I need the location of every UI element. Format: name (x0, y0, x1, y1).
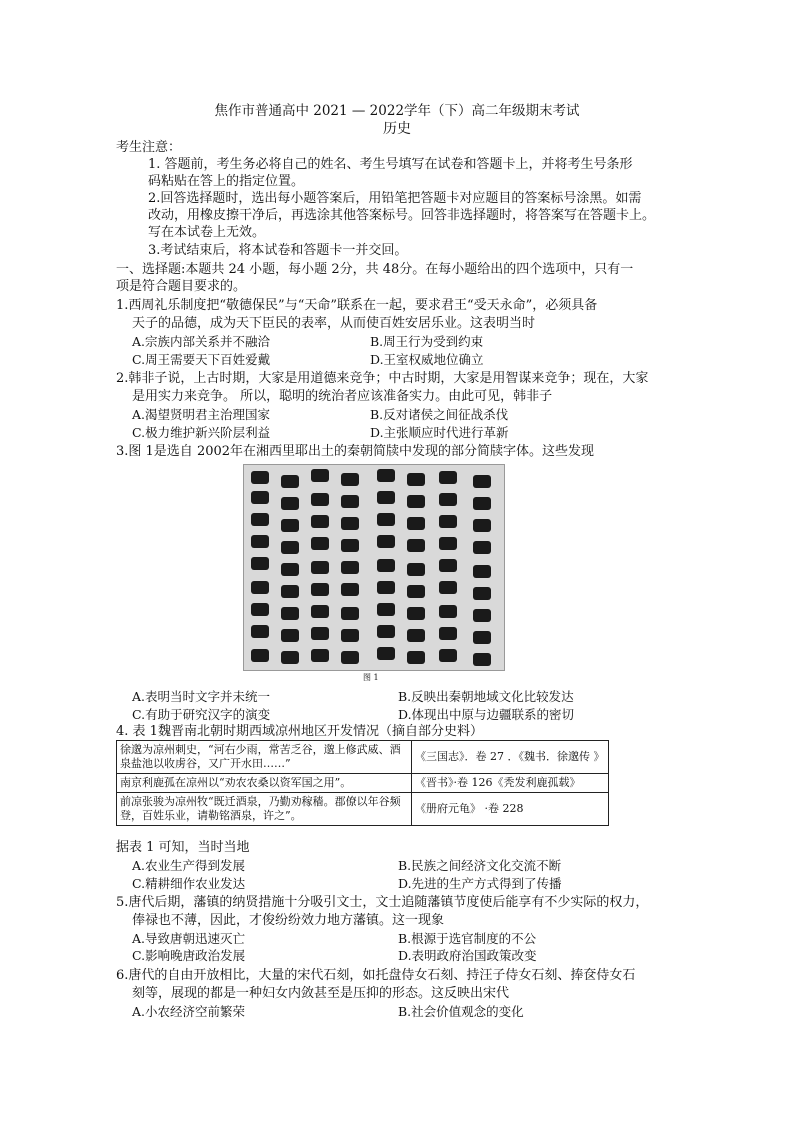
notice-line: 2.回答选择题时，选出每小题答案后，用铅笔把答题卡对应题目的答案标号涂黑。如需 (148, 191, 642, 206)
question-5-stem-cont: 俸禄也不薄，因此，才俊纷纷效力地方藩镇。这一现象 (132, 913, 445, 928)
q5-option-c: C.影响晚唐政治发展 (132, 948, 246, 963)
q1-option-a: A.宗族内部关系并不融洽 (132, 334, 271, 349)
table-cell-source: 《晋书》·卷 126《秃发利鹿孤载》 (412, 774, 609, 793)
question-4-stem: 4. 表 1魏晋南北朝时期西域凉州地区开发情况（摘自部分史料） (116, 724, 483, 739)
question-6-stem-cont: 刻等，展现的都是一种妇女内敛甚至是压抑的形态。这反映出宋代 (132, 986, 510, 1001)
table-cell-text: 南京利鹿孤在凉州以“劝农农桑以资军国之用”。 (117, 774, 412, 793)
question-1-stem: 1.西周礼乐制度把“敬德保民”与“天命”联系在一起，要求君王“受天永命”，必须具备 (116, 298, 598, 313)
slip-column (404, 465, 428, 670)
q4-option-c: C.精耕细作农业发达 (132, 876, 246, 891)
slip-column (374, 465, 398, 670)
slip-column (278, 465, 302, 670)
table-row (117, 741, 609, 774)
notice-line: 1. 答题前，考生务必将自己的姓名、考生号填写在试卷和答题卡上，并将考生号条形 (148, 157, 633, 172)
q1-option-c: C.周王需要天下百姓爱戴 (132, 352, 271, 367)
q5-option-b: B.根源于选官制度的不公 (398, 931, 537, 946)
figure-caption: 图 1 (363, 673, 379, 682)
table-cell-source: 《册府元龟》 ·卷 228 (412, 793, 609, 826)
history-table (116, 740, 609, 826)
q2-option-c: C.极力维护新兴阶层利益 (132, 425, 271, 440)
notice-line: 改动，用橡皮擦干净后，再选涂其他答案标号。回答非选择题时，将答案写在答题卡上。 (148, 208, 656, 223)
slip-column (308, 465, 332, 670)
q6-option-b: B.社会价值观念的变化 (398, 1004, 524, 1019)
q5-option-d: D.表明政府治国政策改变 (398, 948, 537, 963)
section-heading-cont: 项是符合题目要求的。 (116, 279, 247, 294)
q6-option-a: A.小农经济空前繁荣 (132, 1004, 246, 1019)
slip-column (436, 465, 460, 670)
q3-option-b: B.反映出秦朝地域文化比较发达 (398, 689, 574, 704)
q4-option-a: A.农业生产得到发展 (132, 858, 246, 873)
q2-option-d: D.主张顺应时代进行革新 (370, 425, 509, 440)
notice-line: 写在本试卷上无效。 (148, 225, 266, 240)
section-heading: 一、选择题:本题共 24 小题，每小题 2分，共 48分。在每小题给出的四个选项中，只有一 (116, 262, 634, 277)
subject-title: 历史 (383, 121, 411, 137)
q3-option-a: A.表明当时文字并未统一 (132, 689, 271, 704)
q2-option-b: B.反对诸侯之间征战杀伐 (370, 407, 509, 422)
question-3-stem: 3.图 1是选自 2002年在湘西里耶出土的秦朝简牍中发现的部分简牍字体。这些发现 (116, 444, 595, 459)
notice-line: 3.考试结束后，将本试卷和答题卡一并交回。 (148, 243, 408, 258)
slip-column (248, 465, 272, 670)
q1-option-d: D.王室权威地位确立 (370, 352, 484, 367)
q1-option-b: B.周王行为受到约束 (370, 334, 484, 349)
question-2-stem-cont: 是用实力来竞争。 所以，聪明的统治者应该准备实力。由此可见，韩非子 (132, 389, 553, 404)
question-5-stem: 5.唐代后期，藩镇的纳贤措施十分吸引文士，文士追随藩镇节度使后能享有不少实际的权力， (116, 895, 649, 910)
notice-heading: 考生注意： (116, 140, 182, 155)
question-1-stem-cont: 天子的品德，成为天下臣民的表率，从而使百姓安居乐业。这表明当时 (132, 316, 536, 331)
question-6-stem: 6.唐代的自由开放相比，大量的宋代石刻，如托盘侍女石刻、持汪子侍女石刻、捧奁侍女石 (116, 968, 636, 983)
q3-option-d: D.体现出中原与边疆联系的密切 (398, 707, 575, 722)
table-cell-text: 前凉张骏为凉州牧“既迁酒泉，乃勤劝稼穑。郡僚以年谷频登，百姓乐业，请勒铭酒泉，许之”。 (117, 793, 412, 826)
notice-line: 码粘贴在答上的指定位置。 (148, 174, 305, 189)
slip-column (470, 465, 494, 670)
table-row (117, 774, 609, 793)
table-cell-text: 徐邈为凉州刺史，“河右少雨，常苦乏谷，邈上修武威、酒泉盐池以收虏谷，又广开水田……” (117, 741, 412, 774)
q4-option-b: B.民族之间经济文化交流不断 (398, 858, 562, 873)
q5-option-a: A.导致唐朝迅速灭亡 (132, 931, 246, 946)
table-cell-source: 《三国志》．卷 27 ．《魏书．徐邈传 》 (412, 741, 609, 774)
q2-option-a: A.渴望贤明君主治理国家 (132, 407, 271, 422)
q3-option-c: C.有助于研究汉字的演变 (132, 707, 271, 722)
slip-column (338, 465, 362, 670)
bamboo-slips-image (243, 464, 505, 671)
question-2-stem: 2.韩非子说，上古时期，大家是用道德来竞争；中古时期，大家是用智谋来竞争；现在，大家 (116, 371, 649, 386)
q4-option-d: D.先进的生产方式得到了传播 (398, 876, 562, 891)
question-4-after: 据表 1 可知，当时当地 (116, 840, 250, 855)
table-row (117, 793, 609, 826)
exam-title: 焦作市普通高中 2021 — 2022学年（下）高二年级期末考试 (214, 103, 580, 119)
